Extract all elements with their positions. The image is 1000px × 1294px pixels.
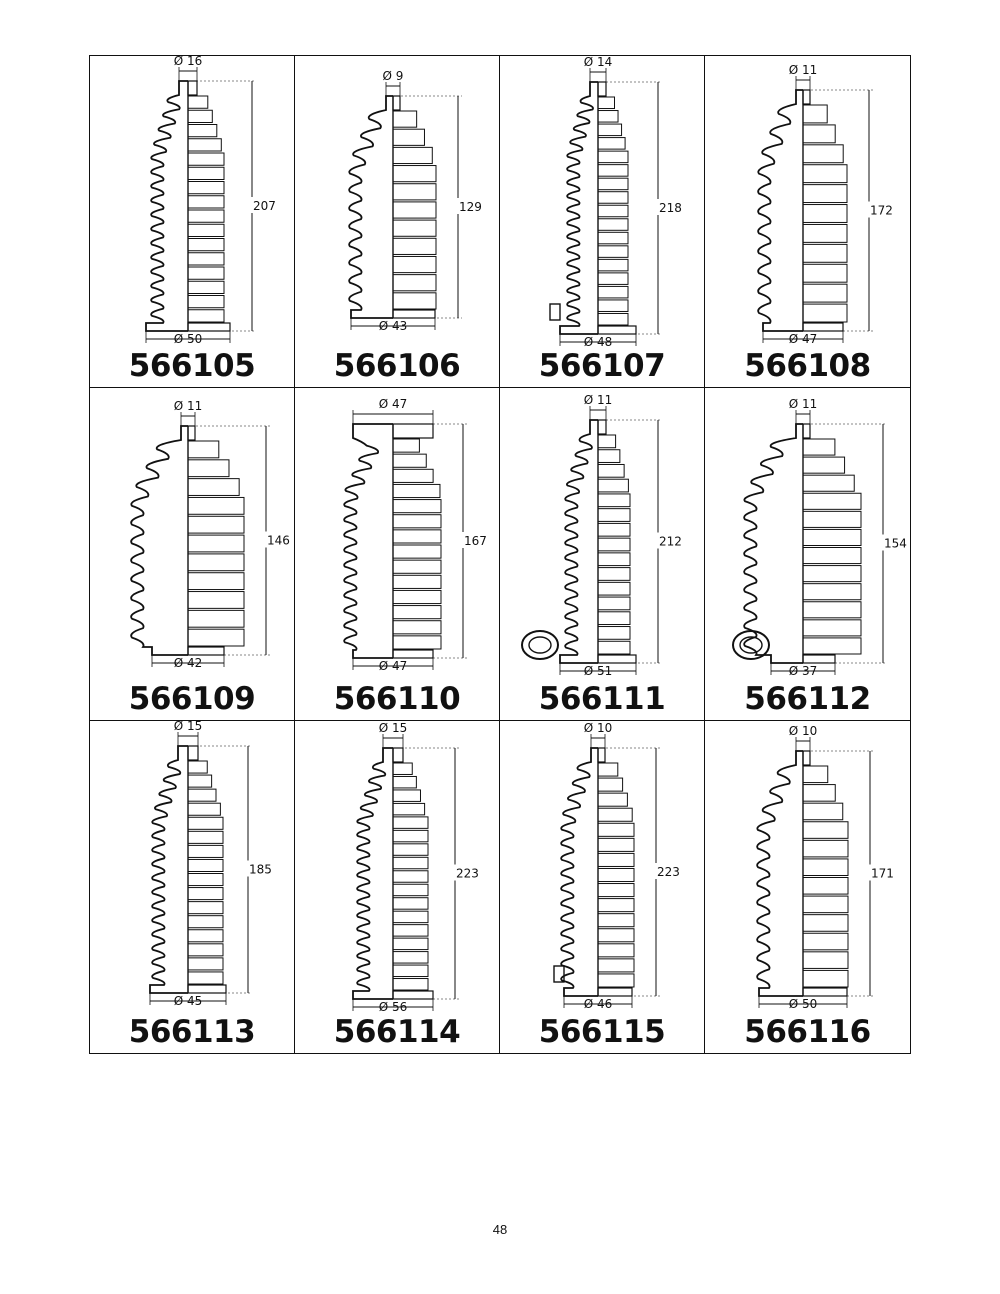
boot-drawing <box>500 388 705 688</box>
boot-rib <box>598 808 632 821</box>
boot-rib <box>188 535 244 552</box>
length-label: 218 <box>659 201 682 215</box>
boot-rib <box>598 192 628 204</box>
part-cell <box>90 56 295 388</box>
boot-neck <box>803 90 810 104</box>
boot-rib <box>598 232 628 244</box>
boot-profile <box>560 82 598 334</box>
part-number: 566114 <box>333 1014 461 1050</box>
boot-rib <box>393 870 428 881</box>
boot-rib <box>188 803 220 815</box>
boot-drawing <box>705 388 910 688</box>
boot-rib <box>188 139 221 151</box>
boot-rib <box>393 220 436 236</box>
boot-rib <box>393 843 428 854</box>
top-diameter-label: Ø 15 <box>378 720 408 735</box>
boot-rib <box>188 573 244 590</box>
boot-collar <box>803 988 847 996</box>
boot-rib <box>598 313 628 325</box>
part-cell <box>705 388 910 720</box>
boot-rib <box>598 465 624 478</box>
boot-rib <box>803 304 847 322</box>
boot-rib <box>188 267 224 279</box>
boot-rib <box>393 275 436 291</box>
boot-rib <box>598 838 634 851</box>
boot-rib <box>188 517 244 534</box>
boot-rib <box>393 911 428 922</box>
boot-rib <box>598 246 628 258</box>
boot-rib <box>393 454 426 467</box>
boot-rib <box>803 494 861 510</box>
boot-collar <box>188 323 230 331</box>
boot-neck <box>598 748 605 762</box>
boot-rib <box>188 210 224 222</box>
boot-neck <box>393 96 400 110</box>
bottom-diameter-label: Ø 47 <box>378 659 408 674</box>
boot-rib <box>393 111 417 127</box>
part-number: 566108 <box>744 348 871 385</box>
boot-rib <box>393 621 441 634</box>
boot-rib <box>188 96 208 108</box>
boot-rib <box>188 873 223 885</box>
boot-rib <box>188 239 224 251</box>
top-diameter-label: Ø 11 <box>788 397 818 412</box>
boot-neck <box>188 746 198 760</box>
boot-neck <box>598 82 606 96</box>
boot-rib <box>598 612 630 625</box>
boot-rib <box>188 915 223 927</box>
boot-rib <box>393 545 441 558</box>
boot-rib <box>188 789 216 801</box>
boot-rib <box>598 568 630 581</box>
boot-rib <box>393 129 424 145</box>
boot-rib <box>598 793 627 806</box>
boot-rib <box>188 611 244 628</box>
boot-neck <box>803 424 810 438</box>
bottom-diameter-label: Ø 46 <box>583 996 613 1011</box>
boot-rib <box>188 125 217 137</box>
top-diameter-label: Ø 10 <box>788 723 818 738</box>
boot-rib <box>803 548 861 564</box>
clamp-ring-outer <box>733 631 769 659</box>
part-number: 566112 <box>744 680 871 717</box>
boot-rib <box>393 857 428 868</box>
boot-rib <box>598 273 628 285</box>
length-label: 154 <box>884 536 907 551</box>
part-cell <box>705 56 910 388</box>
boot-rib <box>188 224 224 236</box>
part-number: 566107 <box>538 348 666 385</box>
boot-rib <box>188 972 223 984</box>
boot-collar <box>598 655 636 663</box>
length-label: 223 <box>456 866 479 881</box>
boot-neck <box>188 426 195 440</box>
boot-rib <box>188 901 223 913</box>
boot-profile <box>560 420 598 663</box>
boot-rib <box>598 868 634 881</box>
boot-rib <box>188 859 223 871</box>
boot-rib <box>803 512 861 528</box>
part-cell <box>295 56 500 388</box>
boot-profile <box>353 748 393 999</box>
boot-rib <box>598 509 630 522</box>
boot-rib <box>393 147 432 163</box>
boot-rib <box>803 457 845 473</box>
length-label: 207 <box>253 199 276 213</box>
boot-rib <box>803 145 843 163</box>
boot-rib <box>598 259 628 271</box>
boot-rib <box>188 167 224 179</box>
boot-rib <box>598 538 630 551</box>
boot-rib <box>188 775 212 787</box>
length-label: 146 <box>267 533 290 548</box>
boot-rib <box>803 951 848 968</box>
boot-rib <box>188 281 224 293</box>
length-label: 171 <box>871 866 894 881</box>
part-cell <box>295 721 500 1053</box>
boot-rib <box>803 284 847 302</box>
length-label: 212 <box>659 534 682 549</box>
boot-rib <box>803 896 848 913</box>
length-label: 172 <box>870 203 893 218</box>
boot-rib <box>188 630 244 647</box>
boot-rib <box>188 110 212 122</box>
boot-rib <box>803 165 847 183</box>
part-number: 566113 <box>128 1014 256 1050</box>
boot-rib <box>803 620 861 636</box>
part-cell <box>295 388 500 720</box>
bottom-diameter-label: Ø 47 <box>788 332 818 346</box>
boot-rib <box>598 124 622 136</box>
boot-rib <box>393 202 436 218</box>
boot-rib <box>803 803 843 820</box>
boot-rib <box>803 840 848 857</box>
boot-rib <box>188 929 223 941</box>
boot-rib <box>598 524 630 537</box>
bottom-diameter-label: Ø 45 <box>173 993 203 1008</box>
boot-rib <box>393 938 428 949</box>
boot-rib <box>803 914 848 931</box>
boot-collar <box>393 991 433 999</box>
top-diameter-label: Ø 47 <box>378 397 408 412</box>
boot-profile <box>349 96 393 318</box>
boot-neck <box>188 81 197 95</box>
part-cell <box>90 388 295 720</box>
boot-drawing <box>500 56 705 356</box>
boot-rib <box>393 515 441 528</box>
part-number: 566109 <box>128 680 256 717</box>
bottom-diameter-label: Ø 48 <box>583 335 613 349</box>
boot-rib <box>393 293 436 309</box>
clamp-ring-outer <box>522 631 558 659</box>
boot-drawing <box>295 56 500 356</box>
boot-rib <box>598 494 630 507</box>
boot-rib <box>188 498 244 515</box>
part-cell <box>705 721 910 1053</box>
bottom-diameter-label: Ø 56 <box>378 999 408 1014</box>
boot-neck <box>393 748 403 762</box>
boot-rib <box>393 965 428 976</box>
boot-rib <box>188 153 224 165</box>
boot-rib <box>393 576 441 589</box>
boot-rib <box>188 958 223 970</box>
boot-rib <box>598 205 628 217</box>
boot-drawing <box>295 721 500 1021</box>
top-diameter-label: Ø 9 <box>382 69 404 83</box>
boot-profile <box>344 424 393 658</box>
boot-rib <box>598 435 616 448</box>
boot-rib <box>393 884 428 895</box>
boot-rib <box>188 441 219 458</box>
boot-rib <box>598 111 618 123</box>
top-diameter-label: Ø 16 <box>173 56 203 68</box>
boot-rib <box>393 636 441 649</box>
top-diameter-label: Ø 11 <box>788 63 818 77</box>
boot-rib <box>188 592 244 609</box>
boot-rib <box>188 554 244 571</box>
boot-rib <box>393 830 428 841</box>
part-number: 566105 <box>128 348 256 385</box>
part-number: 566106 <box>333 348 461 385</box>
boot-rib <box>598 943 634 956</box>
boot-rib <box>803 244 847 262</box>
length-label: 167 <box>464 534 487 549</box>
boot-drawing <box>90 56 295 356</box>
length-label: 185 <box>249 862 272 877</box>
boot-rib <box>598 583 630 596</box>
boot-profile <box>758 90 803 331</box>
top-diameter-label: Ø 11 <box>583 393 613 408</box>
boot-rib <box>393 591 441 604</box>
boot-collar <box>188 647 224 655</box>
boot-rib <box>598 627 630 640</box>
boot-rib <box>598 97 615 109</box>
boot-drawing <box>90 388 295 688</box>
boot-collar <box>598 988 632 996</box>
vent-nub <box>554 966 564 982</box>
boot-neck <box>393 424 433 438</box>
boot-drawing <box>705 721 910 1021</box>
bottom-diameter-label: Ø 42 <box>173 656 203 671</box>
bottom-diameter-label: Ø 50 <box>788 996 818 1011</box>
boot-rib <box>598 853 634 866</box>
boot-rib <box>803 584 861 600</box>
boot-rib <box>598 823 634 836</box>
boot-rib <box>598 300 628 312</box>
top-diameter-label: Ø 10 <box>583 720 613 735</box>
part-cell <box>90 721 295 1053</box>
boot-neck <box>803 751 810 765</box>
boot-collar <box>188 985 226 993</box>
boot-rib <box>393 530 441 543</box>
boot-rib <box>598 138 625 150</box>
part-cell <box>500 388 705 720</box>
boot-rib <box>393 606 441 619</box>
boot-rib <box>803 205 847 223</box>
boot-collar <box>803 323 843 331</box>
page-number: 48 <box>492 1222 508 1237</box>
boot-drawing <box>705 56 910 356</box>
boot-rib <box>393 817 428 828</box>
part-number: 566111 <box>538 680 666 717</box>
boot-profile <box>757 751 803 996</box>
boot-rib <box>803 439 835 455</box>
boot-rib <box>393 485 440 498</box>
boot-rib <box>598 178 628 190</box>
catalog-grid <box>89 55 911 1054</box>
boot-rib <box>803 933 848 950</box>
boot-rib <box>188 253 224 265</box>
boot-rib <box>598 219 628 231</box>
boot-collar <box>803 655 835 663</box>
boot-rib <box>393 166 436 182</box>
boot-rib <box>188 460 229 477</box>
boot-rib <box>598 974 634 987</box>
boot-rib <box>803 264 847 282</box>
boot-profile <box>146 81 188 331</box>
boot-rib <box>188 479 239 496</box>
boot-rib <box>393 924 428 935</box>
part-cell <box>500 56 705 388</box>
boot-rib <box>803 224 847 242</box>
boot-collar <box>393 650 433 658</box>
boot-rib <box>188 943 223 955</box>
boot-rib <box>188 761 207 773</box>
boot-rib <box>803 877 848 894</box>
boot-rib <box>393 790 420 801</box>
boot-rib <box>188 831 223 843</box>
boot-rib <box>803 125 835 143</box>
top-diameter-label: Ø 14 <box>583 56 613 69</box>
boot-collar <box>393 310 435 318</box>
boot-rib <box>393 951 428 962</box>
boot-rib <box>803 475 854 491</box>
boot-rib <box>803 970 848 987</box>
boot-neck <box>598 420 606 434</box>
part-number: 566116 <box>744 1014 871 1050</box>
boot-profile <box>150 746 188 993</box>
boot-rib <box>803 105 827 123</box>
vent-nub <box>550 304 560 320</box>
boot-rib <box>188 845 223 857</box>
boot-rib <box>188 817 223 829</box>
boot-profile <box>744 424 803 663</box>
boot-rib <box>393 763 412 774</box>
boot-rib <box>188 196 224 208</box>
boot-rib <box>598 597 630 610</box>
bottom-diameter-label: Ø 51 <box>583 664 613 679</box>
bottom-diameter-label: Ø 50 <box>173 332 203 346</box>
boot-rib <box>598 553 630 566</box>
boot-rib <box>803 602 861 618</box>
bottom-diameter-label: Ø 43 <box>378 319 408 333</box>
boot-rib <box>393 238 436 254</box>
clamp-ring-inner <box>529 637 551 653</box>
boot-rib <box>188 887 223 899</box>
boot-rib <box>598 928 634 941</box>
part-number: 566110 <box>333 680 461 717</box>
boot-rib <box>598 959 634 972</box>
boot-rib <box>393 978 428 989</box>
length-label: 129 <box>459 200 482 214</box>
boot-rib <box>598 913 634 926</box>
boot-rib <box>393 897 428 908</box>
boot-rib <box>598 480 628 493</box>
boot-rib <box>393 470 433 483</box>
boot-rib <box>803 784 835 801</box>
boot-rib <box>393 560 441 573</box>
boot-rib <box>598 151 628 163</box>
length-label: 223 <box>657 864 680 879</box>
boot-rib <box>598 165 628 177</box>
boot-rib <box>803 638 861 654</box>
boot-rib <box>188 182 224 194</box>
boot-rib <box>188 296 224 308</box>
boot-rib <box>598 898 634 911</box>
boot-rib <box>598 642 630 655</box>
boot-rib <box>393 500 441 513</box>
boot-profile <box>561 748 598 996</box>
part-cell <box>500 721 705 1053</box>
top-diameter-label: Ø 15 <box>173 720 203 733</box>
part-number: 566115 <box>538 1014 666 1050</box>
boot-rib <box>598 778 623 791</box>
boot-drawing <box>90 721 295 1021</box>
boot-rib <box>393 439 419 452</box>
top-diameter-label: Ø 11 <box>173 399 203 414</box>
boot-rib <box>598 763 618 776</box>
boot-collar <box>598 326 636 334</box>
boot-rib <box>188 310 224 322</box>
boot-rib <box>803 185 847 203</box>
boot-rib <box>598 286 628 298</box>
boot-rib <box>393 776 416 787</box>
boot-profile <box>131 426 188 655</box>
boot-drawing <box>500 721 705 1021</box>
boot-rib <box>803 859 848 876</box>
boot-rib <box>803 821 848 838</box>
boot-rib <box>393 803 425 814</box>
boot-rib <box>803 530 861 546</box>
boot-rib <box>803 766 828 783</box>
bottom-diameter-label: Ø 37 <box>788 664 818 679</box>
boot-rib <box>598 883 634 896</box>
boot-rib <box>598 450 620 463</box>
boot-rib <box>393 256 436 272</box>
boot-rib <box>803 566 861 582</box>
boot-drawing <box>295 388 500 688</box>
boot-rib <box>393 184 436 200</box>
